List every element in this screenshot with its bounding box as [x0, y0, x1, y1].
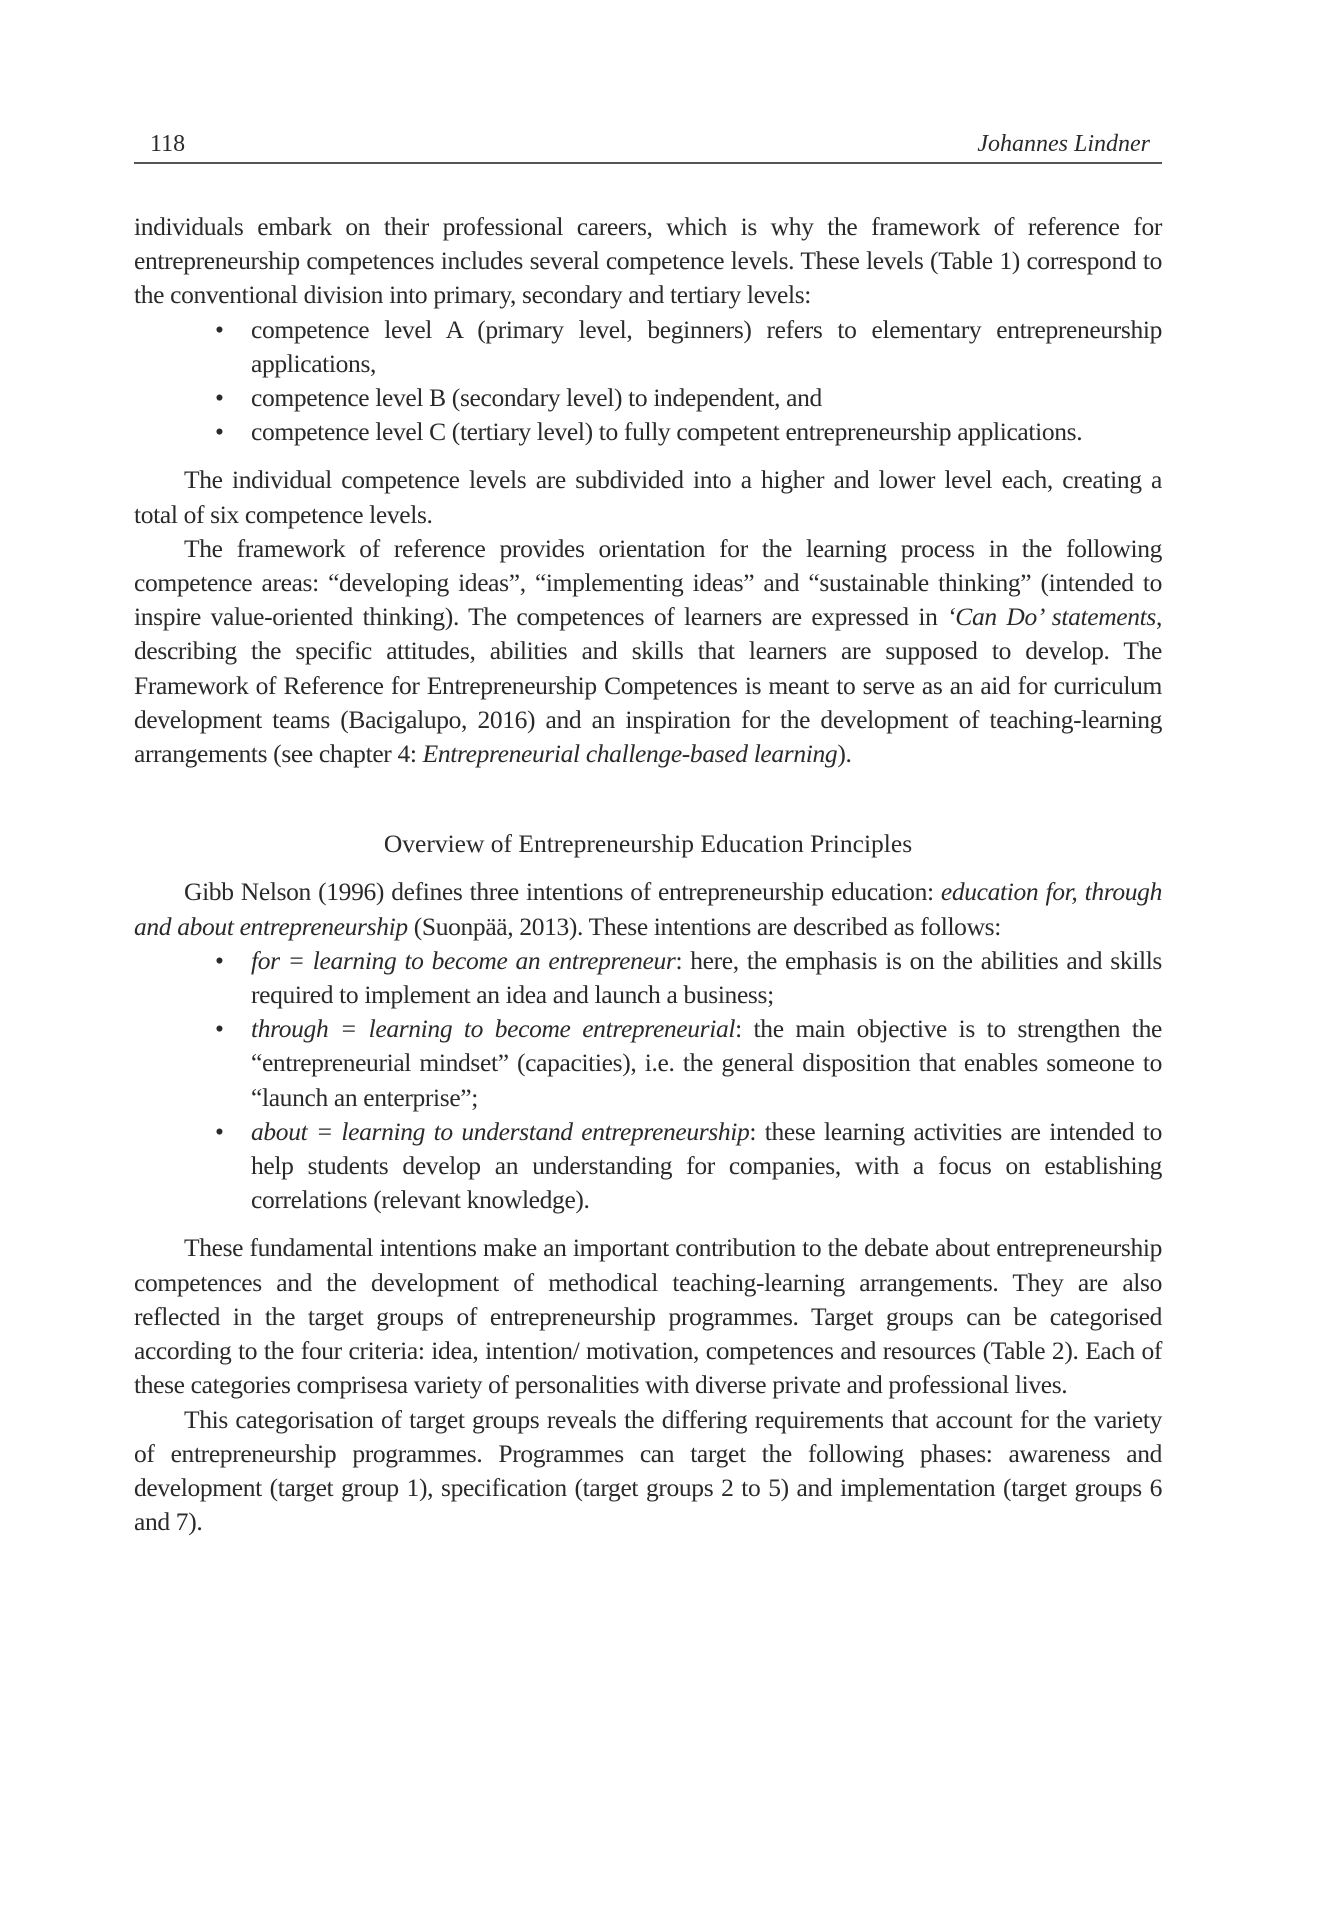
paragraph-target-groups: This categorisation of target groups reveals the differing requirements that account for the variety of entrepreneurship programmes. Programmes can target the following phases: awareness and development (target group 1), specification (target groups 2 to 5) and implementation (target groups 6 and 7).	[134, 1404, 1162, 1537]
competence-levels-list	[134, 313, 1162, 450]
page-number: 118	[150, 131, 186, 157]
bullet-icon: •	[215, 1116, 224, 1146]
paragraph-framework-orientation: The framework of reference provides orientation for the learning process in the following competence areas: “developing ideas”, “implementing ideas” and “sustainable thinking” (intended to inspire value-oriented thinking). The competences of learners are expressed in ‘Can Do’ statements, describing the specific attitudes, abilities and skills that learners are supposed to develop. The Framework of Reference for Entrepreneurship Competences is meant to serve as an aid for curriculum development teams (Bacigalupo, 2016) and an inspiration for the development of teaching-learning arrangements (see chapter 4: Entrepreneurial challenge-based learning).	[134, 533, 1162, 769]
bullet-icon: •	[215, 1014, 224, 1044]
bullet-icon: •	[215, 314, 224, 344]
intention-description: : here, the emphasis is on the abilities and skills required to implement an idea and launch a business;	[251, 945, 1162, 1010]
bullet-icon: •	[215, 417, 224, 447]
list-item-text: competence level A (primary level, beginners) refers to elementary entrepreneurship applications,	[251, 314, 1162, 378]
paragraph-gibb-nelson: Gibb Nelson (1996) defines three intentions of entrepreneurship education: education for, through and about entrepreneurship (Suonpää, 2013). These intentions are described as follows:	[134, 877, 1162, 941]
paragraph-competence-subdivision: The individual competence levels are subdivided into a higher and lower level each, creating a total of six competence levels.	[134, 465, 1162, 529]
running-head-author: Johannes Lindner	[977, 131, 1150, 157]
running-header	[134, 130, 1162, 164]
education-intentions-term: education for, through and about entrepreneurship	[134, 877, 1162, 941]
list-item	[215, 1115, 1162, 1218]
list-item-text: competence level C (tertiary level) to fully competent entrepreneurship applications.	[251, 417, 1083, 447]
chapter-reference: Entrepreneurial challenge-based learning	[422, 739, 838, 769]
bullet-icon: •	[215, 945, 224, 975]
intentions-list	[134, 944, 1162, 1218]
intention-term: through = learning to become entrepreneurial	[251, 1014, 736, 1044]
section-heading: Overview of Entrepreneurship Education Principles	[383, 829, 913, 859]
intro-paragraph: individuals embark on their professional careers, which is why the framework of reference for entrepreneurship competences includes several competence levels. These levels (Table 1) correspond to the conventional division into primary, secondary and tertiary levels:	[134, 212, 1162, 310]
list-item	[215, 1012, 1162, 1115]
intention-description: : the main objective is to strengthen the “entrepreneurial mindset” (capacities), i.e. the general disposition that enables someone to “launch an enterprise”;	[251, 1014, 1162, 1112]
body-text	[134, 210, 1162, 1539]
paragraph-fundamental-intentions: These fundamental intentions make an important contribution to the debate about entrepreneurship competences and the development of methodical teaching-learning arrangements. They are also reflected in the target groups of entrepreneurship programmes. Target groups can be categorised according to the four criteria: idea, intention/ motivation, competences and resources (Table 2). Each of these categories comprisesa variety of personalities with diverse private and professional lives.	[134, 1233, 1162, 1400]
intention-description: : these learning activities are intended to help students develop an understanding for companies, with a focus on establishing correlations (relevant knowledge).	[251, 1116, 1162, 1215]
bullet-icon: •	[215, 383, 224, 413]
list-item	[215, 313, 1162, 381]
list-item	[215, 415, 1162, 449]
list-item-text: competence level B (secondary level) to independent, and	[251, 383, 822, 413]
intention-term: for = learning to become an entrepreneur	[251, 945, 676, 975]
can-do-statements-term: ‘Can Do’ statements	[947, 602, 1156, 632]
intention-term: about = learning to understand entrepreneurship	[251, 1116, 750, 1146]
list-item	[215, 944, 1162, 1012]
list-item	[215, 381, 1162, 415]
